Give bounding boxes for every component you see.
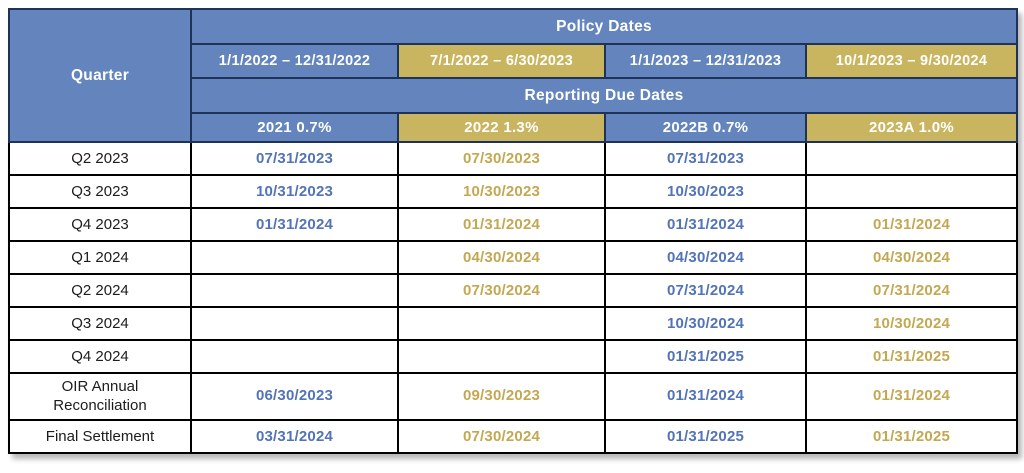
due-date-cell: 01/31/2024: [398, 208, 605, 241]
policy-dates-banner: Policy Dates: [191, 9, 1017, 44]
due-date-cell: [398, 307, 605, 340]
due-date-cell: 07/31/2024: [806, 274, 1017, 307]
due-date-cell: 01/31/2024: [605, 208, 806, 241]
due-date-cell: 07/30/2023: [398, 142, 605, 175]
due-date-cell: 10/30/2023: [398, 175, 605, 208]
quarter-cell: Q1 2024: [9, 241, 191, 274]
policy-range-header-1: 1/1/2022 – 12/31/2022: [191, 44, 398, 78]
due-date-cell: 01/31/2024: [191, 208, 398, 241]
due-date-cell: [191, 274, 398, 307]
quarter-cell: Q3 2023: [9, 175, 191, 208]
due-date-cell: 10/30/2024: [605, 307, 806, 340]
table-row: [9, 274, 1017, 307]
due-date-cell: 01/31/2025: [806, 340, 1017, 373]
quarter-cell: Q2 2023: [9, 142, 191, 175]
due-date-cell: 10/30/2023: [605, 175, 806, 208]
quarter-cell: Final Settlement: [9, 420, 191, 453]
table-row: [9, 420, 1017, 453]
due-date-cell: 01/31/2025: [605, 420, 806, 453]
due-date-cell: 07/31/2024: [605, 274, 806, 307]
rate-header-1: 2021 0.7%: [191, 113, 398, 142]
due-date-cell: 01/31/2025: [605, 340, 806, 373]
reporting-due-dates-banner: Reporting Due Dates: [191, 78, 1017, 113]
due-date-cell: 06/30/2023: [191, 373, 398, 420]
due-date-cell: [806, 142, 1017, 175]
quarter-cell: Q4 2024: [9, 340, 191, 373]
due-date-cell: 07/30/2024: [398, 420, 605, 453]
due-date-cell: 01/31/2025: [806, 420, 1017, 453]
due-date-cell: [191, 307, 398, 340]
due-date-cell: [191, 241, 398, 274]
quarter-column-header: Quarter: [9, 9, 191, 142]
due-date-cell: 10/30/2024: [806, 307, 1017, 340]
due-date-cell: 01/31/2024: [806, 373, 1017, 420]
due-date-cell: 04/30/2024: [605, 241, 806, 274]
due-date-cell: 07/31/2023: [605, 142, 806, 175]
due-date-cell: [191, 340, 398, 373]
table-row: [9, 208, 1017, 241]
table-row: [9, 340, 1017, 373]
quarter-cell: Q2 2024: [9, 274, 191, 307]
table-row: [9, 175, 1017, 208]
quarter-cell: Q4 2023: [9, 208, 191, 241]
table-row: [9, 142, 1017, 175]
due-date-cell: 07/31/2023: [191, 142, 398, 175]
reporting-due-dates-table: [8, 8, 1018, 454]
quarter-cell: Q3 2024: [9, 307, 191, 340]
rate-header-2: 2022 1.3%: [398, 113, 605, 142]
due-date-cell: 01/31/2024: [806, 208, 1017, 241]
rate-header-4: 2023A 1.0%: [806, 113, 1017, 142]
due-date-cell: [398, 340, 605, 373]
policy-range-header-4: 10/1/2023 – 9/30/2024: [806, 44, 1017, 78]
policy-range-header-2: 7/1/2022 – 6/30/2023: [398, 44, 605, 78]
due-date-cell: 04/30/2024: [806, 241, 1017, 274]
due-date-cell: 04/30/2024: [398, 241, 605, 274]
table-row: [9, 307, 1017, 340]
due-date-cell: 10/31/2023: [191, 175, 398, 208]
table-row: [9, 241, 1017, 274]
due-date-cell: 01/31/2024: [605, 373, 806, 420]
table-row: [9, 373, 1017, 420]
quarter-cell: OIR Annual Reconciliation: [9, 373, 191, 420]
due-date-cell: 03/31/2024: [191, 420, 398, 453]
due-date-cell: 09/30/2023: [398, 373, 605, 420]
rate-header-3: 2022B 0.7%: [605, 113, 806, 142]
policy-range-header-3: 1/1/2023 – 12/31/2023: [605, 44, 806, 78]
due-date-cell: 07/30/2024: [398, 274, 605, 307]
due-date-cell: [806, 175, 1017, 208]
